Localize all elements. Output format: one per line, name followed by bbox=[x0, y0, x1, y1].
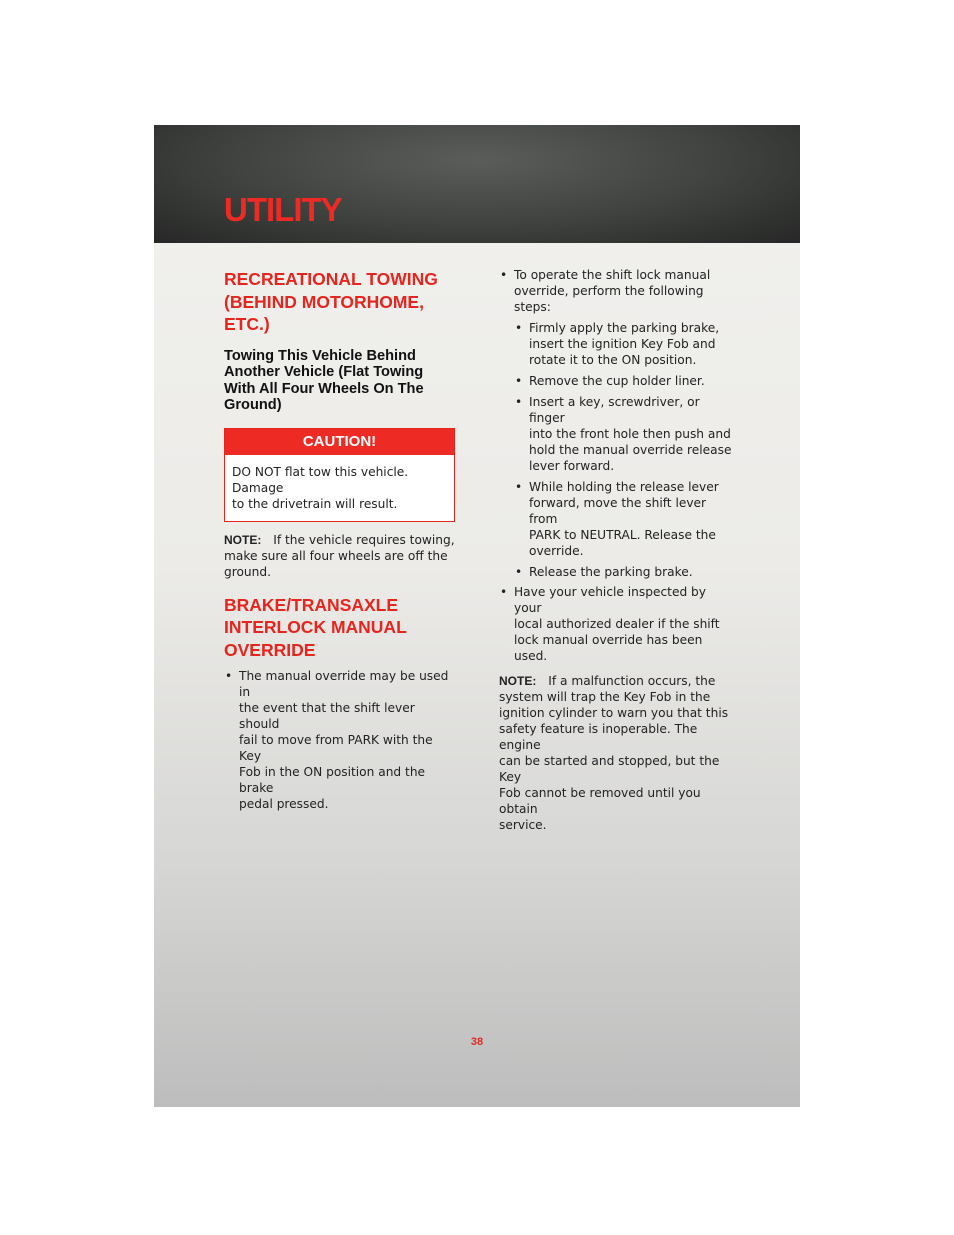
step-item: • While holding the release lever forward, move the shift lever from PARK to NEUTRAL. Release the override. bbox=[514, 479, 734, 559]
list-item: • To operate the shift lock manual override, perform the following steps: • Firmly apply the parking brake, insert the ignition Key Fob and rotate it to the ON position. • Remove the cup holder liner. • Insert a key, screwdriver, or finger into the front hole then push and hold the manual override release lever forward. • While holding the release lever forward, move the shift lever from PARK to NEUTRAL. Release the override. • Release the parking brake. bbox=[499, 267, 734, 580]
procedure-steps bbox=[514, 320, 734, 580]
section-title: UTILITY bbox=[224, 191, 342, 228]
list-item: • The manual override may be used in the event that the shift lever should fail to move from PARK with the Key Fob in the ON position and the brake pedal pressed. bbox=[224, 668, 456, 812]
caution-box bbox=[224, 428, 455, 522]
step-item: • Release the parking brake. bbox=[514, 564, 734, 580]
note-malfunction: NOTE: If a malfunction occurs, the system will trap the Key Fob in the ignition cylinder to warn you that this safety feature is inoperable. The engine can be started and stopped, but the Key Fob cannot be removed until you obtain service. bbox=[499, 674, 729, 832]
override-bullets bbox=[224, 668, 456, 812]
note-label: NOTE: bbox=[499, 674, 537, 688]
page bbox=[154, 125, 800, 1107]
step-item: • Firmly apply the parking brake, insert the ignition Key Fob and rotate it to the ON position. bbox=[514, 320, 734, 368]
step-item: • Insert a key, screwdriver, or finger into the front hole then push and hold the manual override release lever forward. bbox=[514, 394, 734, 474]
section-header bbox=[154, 125, 800, 243]
caution-label: CAUTION! bbox=[225, 429, 454, 455]
page-number: 38 bbox=[470, 1036, 484, 1048]
heading-recreational-towing: RECREATIONAL TOWING (BEHIND MOTORHOME, ETC.) bbox=[224, 269, 438, 334]
caution-text: DO NOT flat tow this vehicle. Damage to the drivetrain will result. bbox=[232, 464, 409, 511]
note-towing: NOTE: If the vehicle requires towing, make sure all four wheels are off the ground. bbox=[224, 532, 455, 579]
subheading-flat-towing: Towing This Vehicle Behind Another Vehicle (Flat Towing With All Four Wheels On The Ground) bbox=[224, 347, 424, 414]
left-column bbox=[224, 268, 456, 812]
step-item: • Remove the cup holder liner. bbox=[514, 373, 734, 389]
right-column bbox=[499, 267, 734, 833]
procedure-list bbox=[499, 267, 734, 664]
list-item: • Have your vehicle inspected by your local authorized dealer if the shift lock manual override has been used. bbox=[499, 584, 734, 664]
note-label: NOTE: bbox=[224, 532, 262, 547]
heading-brake-transaxle: BRAKE/TRANSAXLE INTERLOCK MANUAL OVERRIDE bbox=[224, 594, 407, 660]
